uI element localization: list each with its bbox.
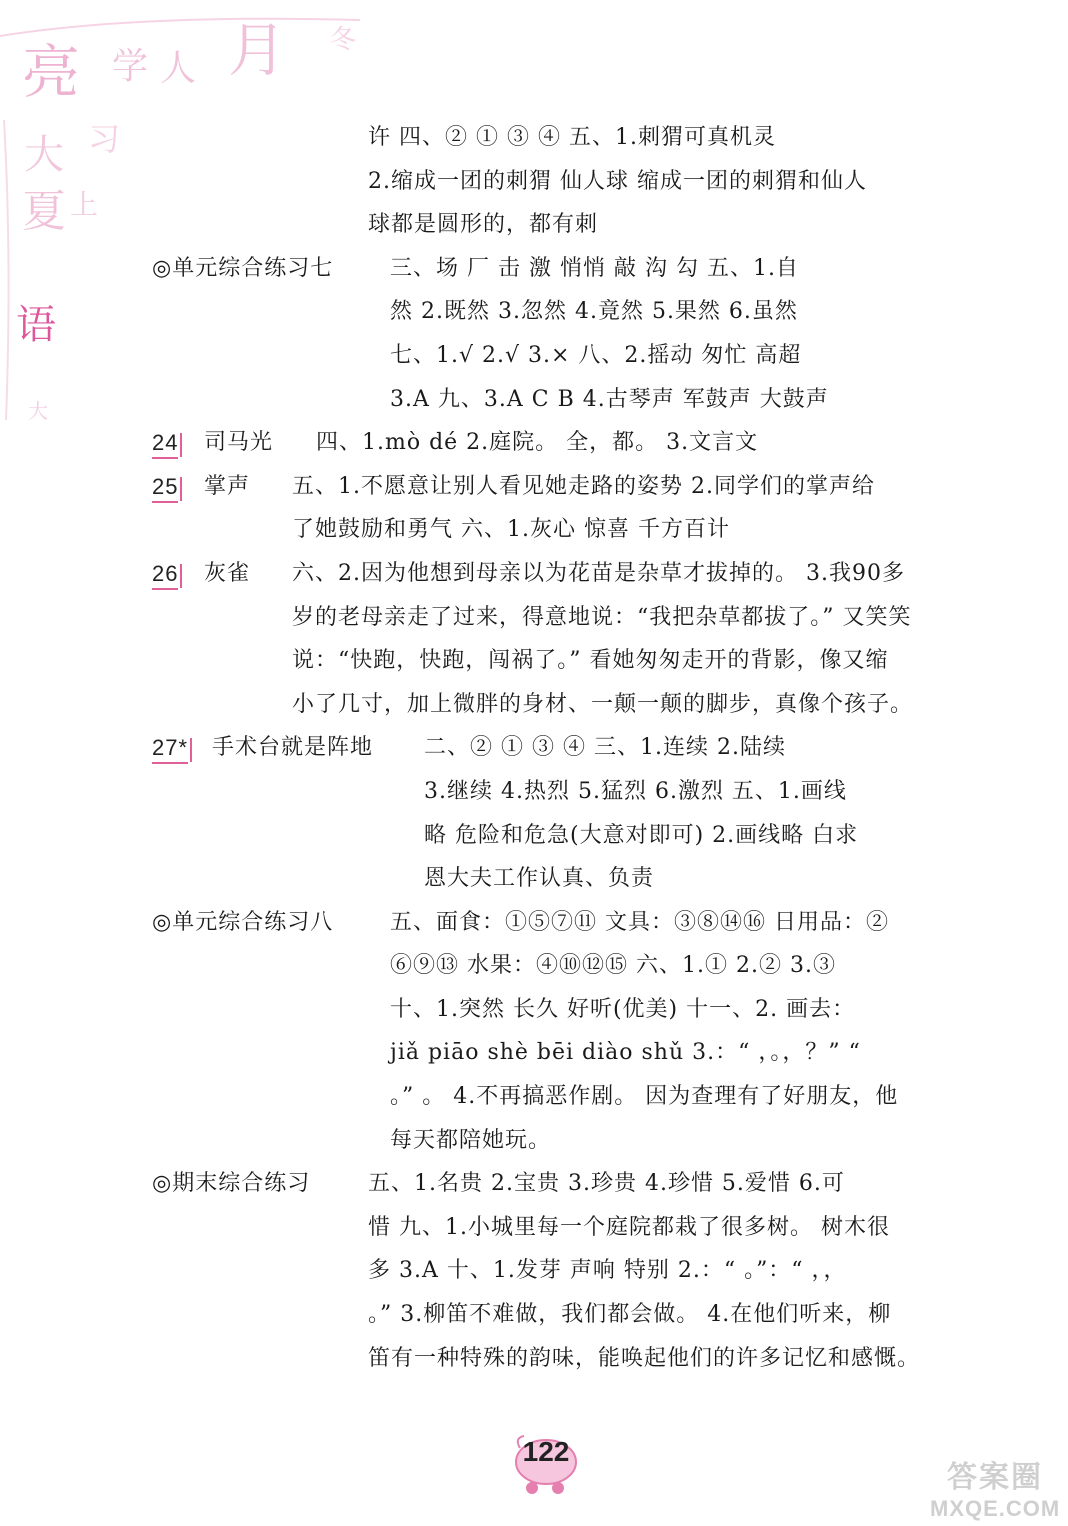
answer-line <box>152 1119 964 1163</box>
answer-text: 2.缩成一团的刺猬 仙人球 缩成一团的刺猬和仙人 <box>368 168 867 194</box>
lesson-number: 25 <box>152 473 178 503</box>
answer-line <box>152 552 964 596</box>
watermark-line-2: MXQE.COM <box>930 1496 1061 1521</box>
answer-line <box>152 901 964 945</box>
answer-line <box>152 247 964 291</box>
answer-text: 说：“快跑，快跑，闯祸了。” 看她匆匆走开的背影，像又缩 <box>292 648 889 674</box>
answer-line <box>152 683 964 727</box>
page-number-text: 122 <box>522 1436 570 1467</box>
section-title: ◎单元综合练习八 <box>152 909 334 935</box>
answer-line <box>152 639 964 683</box>
answer-text: 。” 3.柳笛不难做，我们都会做。 4.在他们听来，柳 <box>368 1302 892 1328</box>
answer-text: 岁的老母亲走了过来，得意地说：“我把杂草都拔了。” 又笑笑 <box>292 604 912 630</box>
lesson-title: 灰雀 <box>204 560 251 586</box>
answer-line <box>152 1206 964 1250</box>
stamp-char: 月 <box>228 16 287 84</box>
lesson-number: 27* <box>152 734 188 764</box>
answer-text: 四、1.mò dé 2.庭院。 全，都。 3.文言文 <box>316 430 759 456</box>
site-watermark <box>930 1452 1060 1522</box>
answer-text: 每天都陪她玩。 <box>390 1127 552 1153</box>
answer-line <box>152 1162 964 1206</box>
page-number <box>510 1428 580 1500</box>
answer-text: ⑥⑨⑬ 水果：④⑩⑫⑮ 六、1.① 2.② 3.③ <box>390 953 836 979</box>
answer-text: jiǎ piāo shè bēi diào shǔ 3.：“ ，。，？” “ <box>390 1040 861 1066</box>
stamp-char: 上 <box>70 188 99 221</box>
answer-line <box>152 944 964 988</box>
answer-line <box>152 116 964 160</box>
answer-text: 略 危险和危急(大意对即可) 2.画线略 白求 <box>424 822 859 848</box>
answer-text: 球都是圆形的，都有刺 <box>368 212 599 238</box>
answer-text: 了她鼓励和勇气 六、1.灰心 惊喜 千方百计 <box>292 517 730 543</box>
answer-text: 多 3.A 十、1.发芽 声响 特别 2.：“ 。”：“ ，， <box>368 1258 847 1284</box>
stamp-border-curve <box>0 19 360 36</box>
answer-text: 六、2.因为他想到母亲以为花苗是杂草才拔掉的。 3.我90多 <box>292 560 905 586</box>
answer-text: 笛有一种特殊的韵味，能唤起他们的许多记忆和感慨。 <box>368 1345 921 1371</box>
answer-line <box>152 1337 964 1381</box>
answer-text: 五、1.不愿意让别人看见她走路的姿势 2.同学们的掌声给 <box>292 473 875 499</box>
stamp-char: 习 <box>88 120 121 158</box>
answer-text: 。” 。 4.不再搞恶作剧。 因为查理有了好朋友，他 <box>390 1084 899 1110</box>
stamp-char: 大 <box>28 399 48 423</box>
lesson-title: 掌声 <box>204 473 251 499</box>
answer-line <box>152 290 964 334</box>
lesson-number: 26 <box>152 560 178 590</box>
answer-text: 三、场 厂 击 激 悄悄 敲 沟 勾 五、1.自 <box>390 255 799 281</box>
answer-line <box>152 334 964 378</box>
answer-line <box>152 421 964 465</box>
stamp-char: 学 <box>112 46 149 87</box>
stamp-border-curve <box>4 120 9 420</box>
answer-text: 3.A 九、3.A C B 4.古琴声 军鼓声 大鼓声 <box>390 386 829 412</box>
answer-line <box>152 465 964 509</box>
answer-line <box>152 1293 964 1337</box>
stamp-char: 大 <box>24 132 64 178</box>
answer-text: 七、1.√ 2.√ 3.× 八、2.摇动 匆忙 高超 <box>390 342 802 368</box>
answer-line <box>152 988 964 1032</box>
answer-text: 十、1.突然 长久 好听(优美) 十一、2. 画去： <box>390 996 856 1022</box>
lesson-title: 手术台就是阵地 <box>212 735 374 761</box>
answer-content <box>152 116 964 1380</box>
watermark-line-1: 答案圈 <box>947 1461 1043 1494</box>
answer-line <box>152 770 964 814</box>
stamp-char: 人 <box>160 48 197 89</box>
answer-text: 小了几寸，加上微胖的身材、一颠一颠的脚步，真像个孩子。 <box>292 691 914 717</box>
answer-line <box>152 857 964 901</box>
answer-line <box>152 1075 964 1119</box>
answer-text: 然 2.既然 3.忽然 4.竟然 5.果然 6.虽然 <box>390 299 798 325</box>
answer-text: 惜 九、1.小城里每一个庭院都栽了很多树。 树木很 <box>368 1214 890 1240</box>
answer-text: 3.继续 4.热烈 5.猛烈 6.激烈 五、1.画线 <box>424 778 847 804</box>
answer-line <box>152 1031 964 1075</box>
answer-text: 恩大夫工作认真、负责 <box>424 866 655 892</box>
answer-line <box>152 378 964 422</box>
answer-text: 五、面食：①⑤⑦⑪ 文具：③⑧⑭⑯ 日用品：② <box>390 909 889 935</box>
lesson-title: 司马光 <box>204 430 274 456</box>
stamp-char: 冬 <box>330 25 357 55</box>
lesson-number: 24 <box>152 429 178 459</box>
answer-line <box>152 1249 964 1293</box>
section-title: ◎期末综合练习 <box>152 1171 311 1197</box>
answer-line <box>152 508 964 552</box>
stamp-char: 亮 <box>22 38 81 106</box>
answer-text: 二、② ① ③ ④ 三、1.连续 2.陆续 <box>424 735 786 761</box>
answer-line <box>152 726 964 770</box>
answer-text: 许 四、② ① ③ ④ 五、1.刺猬可真机灵 <box>368 125 776 150</box>
answer-line <box>152 160 964 204</box>
answer-text: 五、1.名贵 2.宝贵 3.珍贵 4.珍惜 5.爱惜 6.可 <box>368 1171 845 1197</box>
section-title: ◎单元综合练习七 <box>152 255 334 281</box>
answer-line <box>152 203 964 247</box>
answer-line <box>152 814 964 858</box>
stamp-char: 语 <box>16 302 56 348</box>
answer-line <box>152 596 964 640</box>
stamp-char: 夏 <box>22 186 66 237</box>
